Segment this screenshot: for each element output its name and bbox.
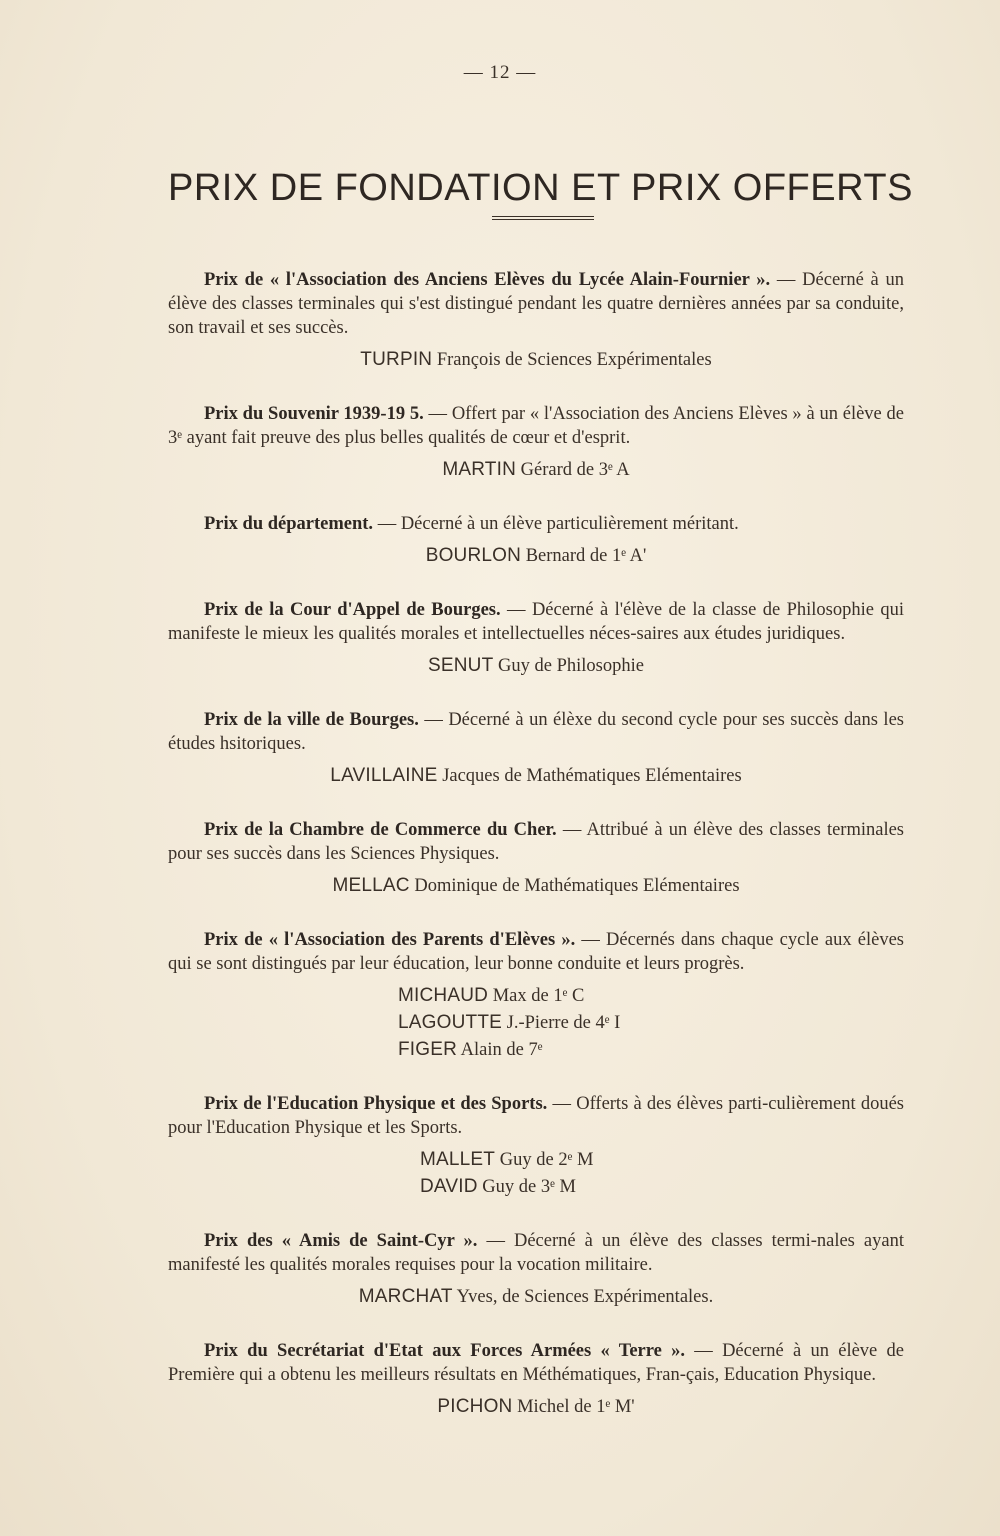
prize-description [168,512,904,536]
winner-details: Dominique de Mathématiques Elémentaires [409,876,740,896]
prize-text: — Offerts à des élèves parti-culièrement doués pour l'Education Physique et les Sports. [168,1094,904,1138]
winner-details: Gérard de 3ᵉ A [516,460,630,480]
prize-description [168,928,904,976]
winner-line [168,542,904,569]
winner-list [168,652,904,679]
prize-entry [168,268,904,373]
prize-entry [168,512,904,569]
prize-text: — Attribué à un élève des classes terminales pour ses succès dans les Sciences Physiques. [168,820,904,864]
winner-line [168,652,904,679]
winner-details: Guy de 2ᵉ M [495,1150,594,1170]
winner-surname: MELLAC [332,875,410,896]
winner-list [168,1283,904,1310]
prize-description [168,708,904,756]
prize-list [168,268,904,1449]
winner-surname: MARTIN [442,459,517,480]
winner-surname: MICHAUD [398,985,489,1006]
winner-details: Alain de 7ᵉ [457,1040,543,1060]
prize-text: — Décernés dans chaque cycle aux élèves qui se sont distingués par leur éducation, leur bonne conduite et leurs progrès. [168,930,904,974]
winner-surname: DAVID [420,1176,478,1197]
winner-list [168,762,904,789]
winner-line [168,872,904,899]
prize-text: — Offert par « l'Association des Anciens Elèves » à un élève de 3ᵉ ayant fait preuve des plus belles qualités de cœur et d'esprit. [168,404,905,448]
prize-name: Prix de la Cour d'Appel de Bourges. [204,600,501,620]
prize-entry [168,402,904,483]
winner-line [398,1009,904,1036]
winner-details: J.-Pierre de 4ᵉ I [502,1013,621,1033]
winner-list [168,542,904,569]
winner-details: Guy de Philosophie [493,656,644,676]
winner-list [168,982,904,1063]
prize-entry [168,818,904,899]
prize-description [168,268,904,340]
prize-description [168,818,904,866]
winner-details: Max de 1ᵉ C [488,986,585,1006]
winner-surname: PICHON [437,1396,513,1417]
page-number: — 12 — [463,62,537,83]
prize-entry [168,708,904,789]
winner-list [168,872,904,899]
winner-line [168,1283,904,1310]
page-title: PRIX DE FONDATION ET PRIX OFFERTS [168,167,913,210]
prize-name: Prix des « Amis de Saint-Cyr ». [204,1231,478,1251]
prize-description [168,1092,904,1140]
winner-line [398,982,904,1009]
prize-entry [168,928,904,1063]
winner-details: Jacques de Mathématiques Elémentaires [437,766,742,786]
winner-details: Michel de 1ᵉ M' [512,1397,635,1417]
winner-details: Yves, de Sciences Expérimentales. [452,1287,714,1307]
prize-entry [168,1339,904,1420]
prize-entry [168,1229,904,1310]
prize-description [168,402,904,450]
winner-surname: SENUT [428,655,494,676]
prize-text: — Décerné à un élève des classes terminales qui s'est distingué pendant les quatre dernières années par sa conduite, son travail et ses succès. [168,270,905,338]
winner-line [398,1036,904,1063]
prize-name: Prix du Secrétariat d'Etat aux Forces Armées « Terre ». [204,1341,686,1361]
prize-entry [168,1092,904,1200]
winner-details: Guy de 3ᵉ M [477,1177,576,1197]
winner-line [420,1146,904,1173]
prize-text: — Décerné à un élève de Première qui a obtenu les meilleurs résultats en Méthématiques, Fran-çais, Education Physique. [168,1341,905,1385]
winner-line [168,1393,904,1420]
prize-name: Prix du Souvenir 1939-19 5. [204,404,424,424]
prize-name: Prix du département. [204,514,374,534]
prize-description [168,598,904,646]
winner-line [168,346,904,373]
winner-line [168,456,904,483]
prize-text: — Décerné à un élève particulièrement méritant. [373,514,739,534]
winner-line [168,762,904,789]
prize-text: — Décerné à l'élève de la classe de Philosophie qui manifeste le mieux les qualités morales et intellectuelles néces-saires aux études juridiques. [168,600,904,644]
prize-text: — Décerné à un élèxe du second cycle pour ses succès dans les études hsitoriques. [168,710,904,754]
winner-list [168,456,904,483]
title-divider [492,216,594,220]
winner-details: François de Sciences Expérimentales [432,350,712,370]
winner-list [168,346,904,373]
prize-description [168,1229,904,1277]
winner-surname: BOURLON [425,545,522,566]
prize-entry [168,598,904,679]
winner-surname: LAGOUTTE [398,1012,503,1033]
winner-list [168,1146,904,1200]
winner-surname: MARCHAT [358,1286,453,1307]
prize-description [168,1339,904,1387]
prize-name: Prix de la Chambre de Commerce du Cher. [204,820,557,840]
prize-name: Prix de « l'Association des Parents d'Elèves ». [204,930,576,950]
winner-line [420,1173,904,1200]
winner-list [168,1393,904,1420]
prize-name: Prix de l'Education Physique et des Sports. [204,1094,548,1114]
prize-name: Prix de « l'Association des Anciens Elèves du Lycée Alain-Fournier ». [204,270,771,290]
prize-name: Prix de la ville de Bourges. [204,710,419,730]
winner-surname: FIGER [398,1039,458,1060]
winner-surname: TURPIN [360,349,433,370]
winner-details: Bernard de 1ᵉ A' [521,546,647,566]
winner-surname: MALLET [420,1149,496,1170]
prize-text: — Décerné à un élève des classes termi-nales ayant manifesté les qualités morales requises pour la vocation militaire. [168,1231,904,1275]
winner-surname: LAVILLAINE [330,765,438,786]
